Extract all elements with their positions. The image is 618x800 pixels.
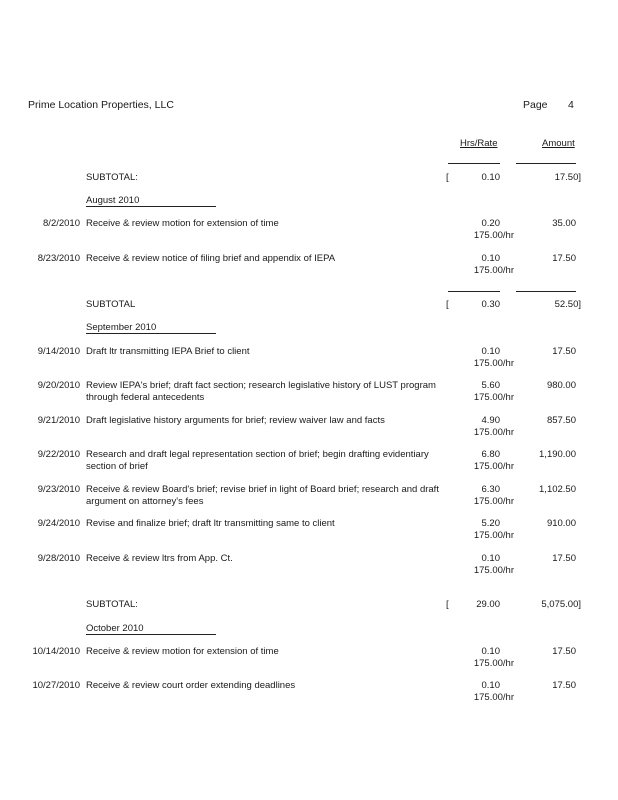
entry-description: Revise and finalize brief; draft ltr transmitting same to client <box>86 518 335 529</box>
month-heading-august: August 2010 <box>86 195 216 207</box>
subtotal-amount: 52.50] <box>554 299 581 310</box>
entry-rate: 175.00/hr <box>473 230 514 241</box>
entry-amount: 35.00 <box>552 218 576 229</box>
entry-rate: 175.00/hr <box>473 692 514 703</box>
subtotal-amount: 5,075.00] <box>541 599 581 610</box>
subtotal-amount: 17.50] <box>554 172 581 183</box>
entry-date: 9/21/2010 <box>37 415 80 426</box>
entry-rate: 175.00/hr <box>473 530 514 541</box>
entry-hours: 4.90 <box>481 415 500 426</box>
entry-date: 9/24/2010 <box>37 518 80 529</box>
subtotal-hours: 29.00 <box>476 599 500 610</box>
column-header-hrs-rate: Hrs/Rate <box>460 138 498 149</box>
entry-hours: 6.30 <box>481 484 500 495</box>
subtotal-label: SUBTOTAL: <box>86 172 138 183</box>
month-heading-october: October 2010 <box>86 623 216 635</box>
entry-description: Receive & review motion for extension of time <box>86 218 279 229</box>
entry-hours: 0.10 <box>481 680 500 691</box>
entry-date: 9/20/2010 <box>37 380 80 391</box>
entry-date: 9/23/2010 <box>37 484 80 495</box>
entry-description: Review IEPA's brief; draft fact section; research legislative history of LUST program through federal antecedents <box>86 380 436 403</box>
entry-amount: 910.00 <box>546 518 576 529</box>
entry-rate: 175.00/hr <box>473 658 514 669</box>
page-label: Page <box>523 99 548 111</box>
amount-column-rule <box>516 163 576 164</box>
entry-rate: 175.00/hr <box>473 392 514 403</box>
entry-description: Receive & review notice of filing brief and appendix of IEPA <box>86 253 336 264</box>
entry-date: 10/27/2010 <box>32 680 80 691</box>
company-name: Prime Location Properties, LLC <box>28 99 174 111</box>
entry-amount: 17.50 <box>552 553 576 564</box>
entry-hours: 5.20 <box>481 518 500 529</box>
entry-amount: 17.50 <box>552 680 576 691</box>
subtotal-bracket: [ <box>446 172 449 183</box>
entry-rate: 175.00/hr <box>473 565 514 576</box>
page-number: 4 <box>568 99 574 111</box>
entry-amount: 17.50 <box>552 646 576 657</box>
entry-rate: 175.00/hr <box>473 461 514 472</box>
entry-amount: 17.50 <box>552 253 576 264</box>
entry-date: 9/28/2010 <box>37 553 80 564</box>
entry-description: Draft ltr transmitting IEPA Brief to client <box>86 346 250 357</box>
entry-date: 10/14/2010 <box>32 646 80 657</box>
entry-hours: 0.10 <box>481 253 500 264</box>
subtotal-hours: 0.30 <box>481 299 500 310</box>
subtotal-label: SUBTOTAL: <box>86 599 138 610</box>
subtotal-bracket: [ <box>446 599 449 610</box>
column-header-amount: Amount <box>542 138 575 149</box>
entry-description: Draft legislative history arguments for brief; review waiver law and facts <box>86 415 385 426</box>
subtotal-hours: 0.10 <box>481 172 500 183</box>
hrs-subtotal-rule <box>448 291 500 292</box>
entry-amount: 17.50 <box>552 346 576 357</box>
month-heading-september: September 2010 <box>86 322 216 334</box>
entry-description: Research and draft legal representation section of brief; begin drafting evidentiary section of brief <box>86 449 429 472</box>
subtotal-label: SUBTOTAL <box>86 299 136 310</box>
entry-amount: 1,102.50 <box>539 484 576 495</box>
entry-hours: 0.20 <box>481 218 500 229</box>
amount-subtotal-rule <box>516 291 576 292</box>
entry-date: 9/22/2010 <box>37 449 80 460</box>
entry-description: Receive & review ltrs from App. Ct. <box>86 553 233 564</box>
entry-date: 8/2/2010 <box>43 218 80 229</box>
entry-date: 8/23/2010 <box>37 253 80 264</box>
entry-rate: 175.00/hr <box>473 496 514 507</box>
entry-description: Receive & review motion for extension of time <box>86 646 279 657</box>
entry-description: Receive & review Board's brief; revise brief in light of Board brief; research and draft argument on attorney's fees <box>86 484 439 507</box>
entry-hours: 0.10 <box>481 553 500 564</box>
entry-hours: 0.10 <box>481 346 500 357</box>
entry-amount: 857.50 <box>546 415 576 426</box>
entry-rate: 175.00/hr <box>473 427 514 438</box>
entry-rate: 175.00/hr <box>473 358 514 369</box>
entry-hours: 5.60 <box>481 380 500 391</box>
hrs-column-rule <box>448 163 500 164</box>
entry-hours: 6.80 <box>481 449 500 460</box>
entry-date: 9/14/2010 <box>37 346 80 357</box>
entry-amount: 1,190.00 <box>539 449 576 460</box>
entry-description: Receive & review court order extending deadlines <box>86 680 296 691</box>
entry-rate: 175.00/hr <box>473 265 514 276</box>
subtotal-bracket: [ <box>446 299 449 310</box>
entry-hours: 0.10 <box>481 646 500 657</box>
entry-amount: 980.00 <box>546 380 576 391</box>
